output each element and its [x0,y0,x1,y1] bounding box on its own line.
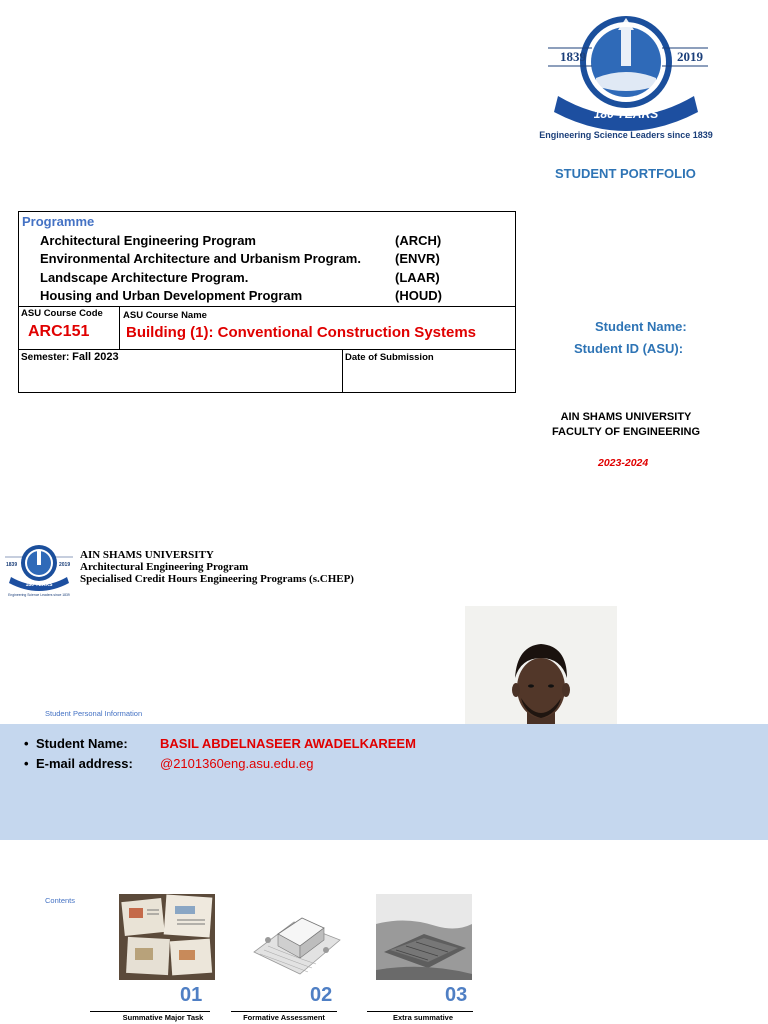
contents-underline [90,1011,210,1012]
contents-number: 02 [310,984,333,1006]
contents-caption[interactable]: Formative Assessment [243,1013,325,1022]
portfolio-title: STUDENT PORTFOLIO [555,166,696,181]
contents-number: 03 [445,984,468,1006]
email-value: @2101360eng.asu.edu.eg [160,756,314,771]
academic-year: 2023-2024 [598,457,649,469]
contents-label: Contents [45,896,76,905]
header-schep: Specialised Credit Hours Engineering Programs (s.CHEP) [80,573,354,585]
contents-underline [231,1011,337,1012]
course-name: Building (1): Conventional Construction Systems [126,324,477,341]
semester-label: Semester: [21,352,70,363]
bullet-icon: • [24,756,29,771]
personal-info-label: Student Personal Information [45,709,143,718]
logo-year-left: 1839 [560,49,586,64]
faculty-logo-small [3,541,75,597]
program-header [80,549,354,585]
logo-ribbon: 180 YEARS [593,107,659,121]
contents-thumbnail[interactable] [376,894,472,980]
faculty-name: FACULTY OF ENGINEERING [551,426,701,438]
student-name-label: Student Name: [595,319,687,334]
contents-thumbnail[interactable] [119,894,215,980]
header-university: AIN SHAMS UNIVERSITY [80,549,214,561]
course-code: ARC151 [28,323,90,340]
programme-code: (HOUD) [395,288,442,303]
contents-caption[interactable]: Extra summative [392,1013,454,1022]
logo-small-ribbon: 180 YEARS [25,582,53,588]
faculty-logo [538,8,714,144]
programme-name: Environmental Architecture and Urbanism Program. [40,251,361,266]
course-name-label: ASU Course Name [123,310,207,321]
programme-name: Architectural Engineering Program [40,233,256,248]
name-row [24,736,128,751]
name-label: Student Name: [36,736,128,751]
programme-code: (ENVR) [395,251,440,266]
course-code-label: ASU Course Code [21,308,103,319]
programme-code: (ARCH) [395,233,442,248]
contents-thumbnail[interactable] [248,894,344,980]
logo-small-year-left: 1839 [6,562,18,568]
semester [21,351,119,363]
logo-small-year-right: 2019 [59,562,71,568]
contents-caption[interactable]: Summative Major Task [122,1013,204,1022]
table-divider [18,306,516,307]
email-row [24,756,133,771]
university-name: AIN SHAMS UNIVERSITY [560,411,692,423]
university-block [540,410,712,440]
semester-value: Fall 2023 [72,351,119,363]
programme-name: Housing and Urban Development Program [40,288,303,303]
logo-small-tagline: Engineering Science Leaders since 1839 [8,593,70,597]
programme-title: Programme [22,214,95,229]
logo-tagline: Engineering Science Leaders since 1839 [539,130,713,140]
bullet-icon: • [24,736,29,751]
table-divider [119,306,120,350]
email-label: E-mail address: [36,756,133,771]
logo-year-right: 2019 [677,49,703,64]
programme-code: (LAAR) [395,270,440,285]
header-program: Architectural Engineering Program [80,561,249,573]
table-divider [18,349,516,350]
programme-name: Landscape Architecture Program. [40,270,249,285]
student-id-label: Student ID (ASU): [574,341,684,356]
student-name-value: BASIL ABDELNASEER AWADELKAREEM [160,736,416,751]
submission-label: Date of Submission [345,352,434,363]
table-divider [342,349,343,393]
contents-number: 01 [180,984,203,1006]
contents-underline [367,1011,473,1012]
